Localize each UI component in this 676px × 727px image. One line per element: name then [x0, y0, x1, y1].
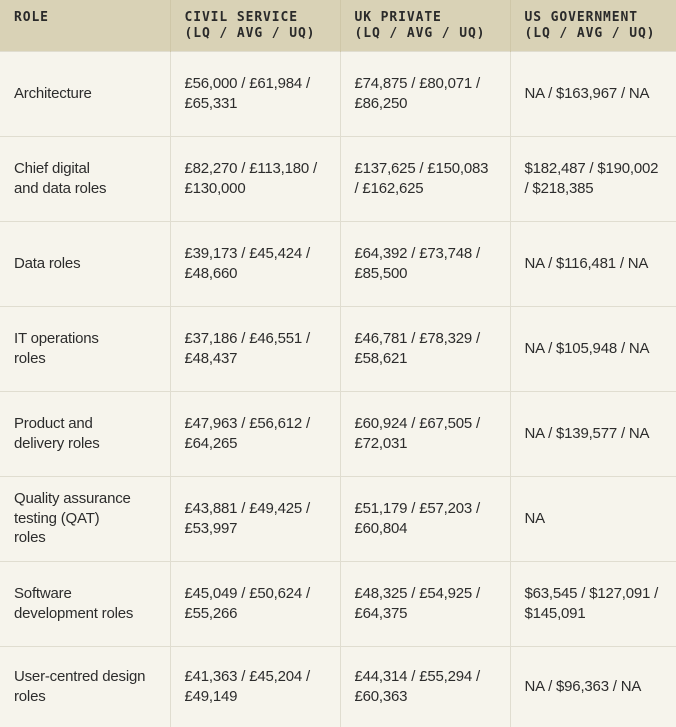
table-row [0, 561, 676, 646]
cell-line: £72,031 [355, 434, 500, 454]
cell-line: NA [525, 509, 667, 529]
role-cell [0, 391, 170, 476]
cell-line: User-centred design [14, 667, 160, 687]
us-government-cell [510, 136, 676, 221]
cell-line: £46,781 / £78,329 / [355, 329, 500, 349]
cell-line: £56,000 / £61,984 / [185, 74, 330, 94]
us-government-cell [510, 646, 676, 727]
cell-line: £48,437 [185, 349, 330, 369]
header-civil-service [170, 0, 340, 51]
uk-private-cell [340, 221, 510, 306]
cell-line: £64,392 / £73,748 / [355, 244, 500, 264]
cell-line: £65,331 [185, 94, 330, 114]
table-body [0, 51, 676, 727]
cell-line: roles [14, 687, 160, 707]
civil-service-cell [170, 391, 340, 476]
cell-line: £55,266 [185, 604, 330, 624]
cell-line: Product and [14, 414, 160, 434]
role-cell [0, 136, 170, 221]
cell-line: $145,091 [525, 604, 667, 624]
cell-line: £137,625 / £150,083 [355, 159, 500, 179]
civil-service-cell [170, 561, 340, 646]
table-row [0, 391, 676, 476]
cell-line: (LQ / AVG / UQ) [525, 26, 676, 42]
cell-line: £51,179 / £57,203 / [355, 499, 500, 519]
cell-line: £60,363 [355, 687, 500, 707]
cell-line: £64,375 [355, 604, 500, 624]
cell-line: £49,149 [185, 687, 330, 707]
table-row [0, 306, 676, 391]
cell-line: NA / $116,481 / NA [525, 254, 667, 274]
header-role [0, 0, 170, 51]
cell-line: £48,325 / £54,925 / [355, 584, 500, 604]
cell-line: NA / $139,577 / NA [525, 424, 667, 444]
role-cell [0, 561, 170, 646]
cell-line: NA / $105,948 / NA [525, 339, 667, 359]
cell-line: (LQ / AVG / UQ) [185, 26, 340, 42]
cell-line: CIVIL SERVICE [185, 10, 340, 26]
us-government-cell [510, 51, 676, 136]
civil-service-cell [170, 221, 340, 306]
role-cell [0, 476, 170, 561]
uk-private-cell [340, 476, 510, 561]
cell-line: roles [14, 349, 160, 369]
role-cell [0, 51, 170, 136]
cell-line: £45,049 / £50,624 / [185, 584, 330, 604]
civil-service-cell [170, 136, 340, 221]
cell-line: £44,314 / £55,294 / [355, 667, 500, 687]
role-cell [0, 306, 170, 391]
cell-line: Data roles [14, 254, 160, 274]
cell-line: / $218,385 [525, 179, 667, 199]
cell-line: $182,487 / $190,002 [525, 159, 667, 179]
cell-line: delivery roles [14, 434, 160, 454]
us-government-cell [510, 561, 676, 646]
cell-line: £47,963 / £56,612 / [185, 414, 330, 434]
table-row [0, 476, 676, 561]
civil-service-cell [170, 51, 340, 136]
role-cell [0, 646, 170, 727]
cell-line: £58,621 [355, 349, 500, 369]
table-header [0, 0, 676, 51]
cell-line: UK PRIVATE [355, 10, 510, 26]
table-row [0, 221, 676, 306]
uk-private-cell [340, 51, 510, 136]
header-row [0, 0, 676, 51]
cell-line: £85,500 [355, 264, 500, 284]
cell-line: £60,804 [355, 519, 500, 539]
uk-private-cell [340, 391, 510, 476]
us-government-cell [510, 476, 676, 561]
cell-line: roles [14, 528, 160, 548]
us-government-cell [510, 391, 676, 476]
uk-private-cell [340, 136, 510, 221]
cell-line: £86,250 [355, 94, 500, 114]
civil-service-cell [170, 646, 340, 727]
uk-private-cell [340, 646, 510, 727]
role-cell [0, 221, 170, 306]
cell-line: IT operations [14, 329, 160, 349]
cell-line: £82,270 / £113,180 / [185, 159, 330, 179]
cell-line: NA / $163,967 / NA [525, 84, 667, 104]
cell-line: and data roles [14, 179, 160, 199]
cell-line: Architecture [14, 84, 160, 104]
table-row [0, 646, 676, 727]
uk-private-cell [340, 306, 510, 391]
cell-line: $63,545 / $127,091 / [525, 584, 667, 604]
us-government-cell [510, 221, 676, 306]
cell-line: £37,186 / £46,551 / [185, 329, 330, 349]
cell-line: US GOVERNMENT [525, 10, 676, 26]
cell-line: ROLE [14, 10, 170, 26]
cell-line: (LQ / AVG / UQ) [355, 26, 510, 42]
cell-line: Chief digital [14, 159, 160, 179]
civil-service-cell [170, 476, 340, 561]
cell-line: £60,924 / £67,505 / [355, 414, 500, 434]
cell-line: £39,173 / £45,424 / [185, 244, 330, 264]
cell-line: £41,363 / £45,204 / [185, 667, 330, 687]
table-row [0, 136, 676, 221]
cell-line: Software [14, 584, 160, 604]
cell-line: £53,997 [185, 519, 330, 539]
header-uk-private [340, 0, 510, 51]
uk-private-cell [340, 561, 510, 646]
table-row [0, 51, 676, 136]
cell-line: £48,660 [185, 264, 330, 284]
cell-line: / £162,625 [355, 179, 500, 199]
cell-line: £130,000 [185, 179, 330, 199]
cell-line: NA / $96,363 / NA [525, 677, 667, 697]
us-government-cell [510, 306, 676, 391]
cell-line: Quality assurance [14, 489, 160, 509]
cell-line: development roles [14, 604, 160, 624]
civil-service-cell [170, 306, 340, 391]
header-us-government [510, 0, 676, 51]
cell-line: testing (QAT) [14, 509, 160, 529]
cell-line: £64,265 [185, 434, 330, 454]
cell-line: £43,881 / £49,425 / [185, 499, 330, 519]
cell-line: £74,875 / £80,071 / [355, 74, 500, 94]
